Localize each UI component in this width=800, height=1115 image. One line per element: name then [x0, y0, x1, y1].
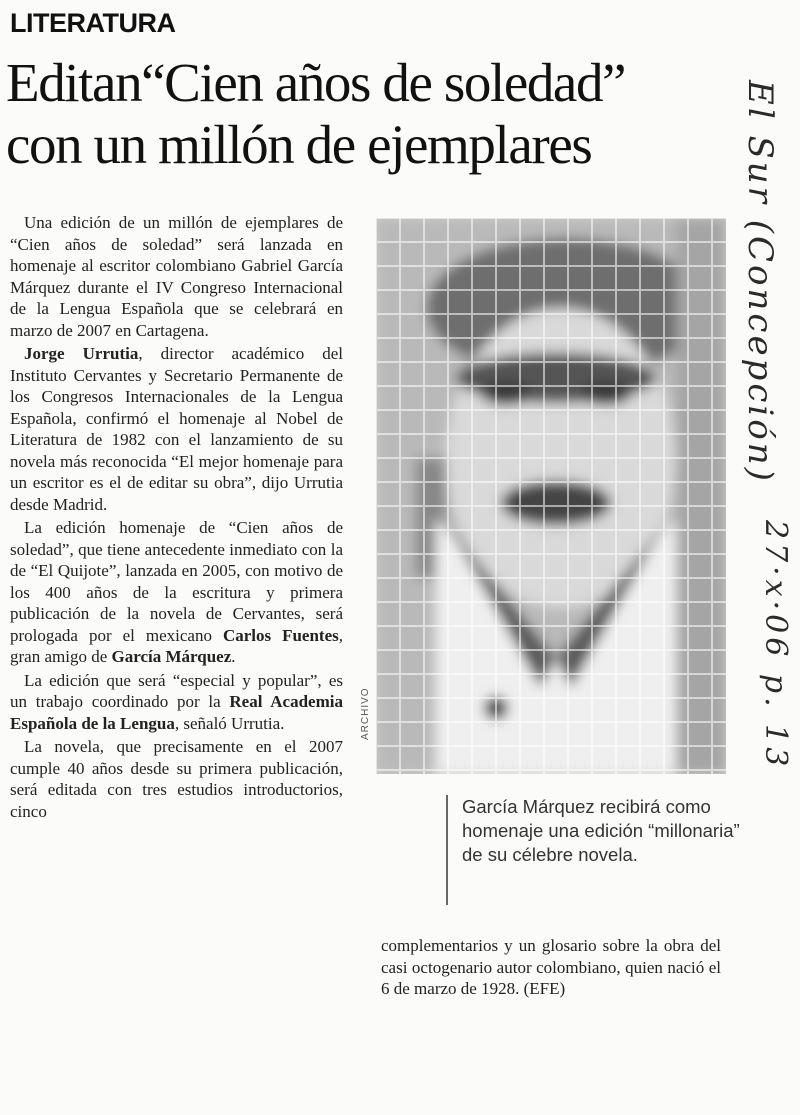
paragraph-4-text-a: La edición que será “especial y popular”, es un trabajo coordinado por la — [10, 670, 343, 711]
paragraph-3 — [10, 517, 343, 668]
handwritten-date: 27·x·06 — [758, 520, 793, 661]
paragraph-3-text-a: La edición homenaje de “Cien años de soledad”, que tiene antecedente inmediato con la de “El Quijote”, lanzada en 2005, con motivo de los 400 años de la escritura y primera publicación de la novela de Cervantes, será prologada por el mexicano — [10, 518, 343, 645]
photo-caption-text: García Márquez recibirá como homenaje una edición “millonaria” de su célebre novela. — [462, 796, 740, 865]
handwritten-date-page-note — [758, 520, 793, 770]
headline-line-1: Editan“Cien años de soledad” — [6, 52, 626, 113]
paragraph-2 — [10, 343, 343, 515]
paragraph-5: La novela, que precisamente en el 2007 cumple 40 años desde su primera publicación, será editada con tres estudios introductorios, cinco — [10, 737, 343, 821]
author-photo — [376, 218, 726, 774]
photo-caption — [446, 795, 748, 905]
paragraph-1: Una edición de un millón de ejemplares de “Cien años de soledad” será lanzada en homenaje al escritor colombiano Gabriel García Márquez durante el IV Congreso Internacional de la Lengua Española que se celebrará en marzo de 2007 en Cartagena. — [10, 213, 343, 340]
article-body-right: complementarios y un glosario sobre la obra del casi octogenario autor colombiano, quien nació el 6 de marzo de 1928. (EFE) — [381, 936, 721, 998]
paragraph-3-text-b: , gran amigo de — [10, 625, 343, 666]
paragraph-4 — [10, 670, 343, 735]
article-body-left — [10, 212, 343, 824]
handwritten-publication-note: El Sur (Concepción) — [740, 80, 780, 484]
headline-line-2: con un millón de ejemplares — [6, 114, 592, 175]
name-urrutia: Jorge Urrutia — [24, 344, 139, 363]
name-rae: Real Academia Española de la Lengua — [10, 692, 343, 733]
portrait-image — [376, 218, 726, 774]
headline — [6, 52, 706, 176]
paragraph-3-text-c: . — [231, 647, 236, 666]
paragraph-4-text-b: , señaló Urrutia. — [174, 713, 285, 733]
handwritten-page: p. 13 — [758, 673, 793, 771]
section-label: LITERATURA — [10, 8, 176, 38]
paragraph-2-text: , director académico del Instituto Cervantes y Secretario Permanente de los Congresos Internacionales de la Lengua Española, confirmó el homenaje al Nobel de Literatura de 1982 con el lanzamiento de su novela más reconocida “El mejor homenaje para un escritor es el de editar su obra”, dijo Urrutia desde Madrid. — [10, 344, 343, 514]
name-garcia-marquez: García Márquez — [111, 647, 232, 666]
name-fuentes: Carlos Fuentes — [222, 625, 339, 645]
photo-credit: ARCHIVO — [360, 687, 371, 740]
